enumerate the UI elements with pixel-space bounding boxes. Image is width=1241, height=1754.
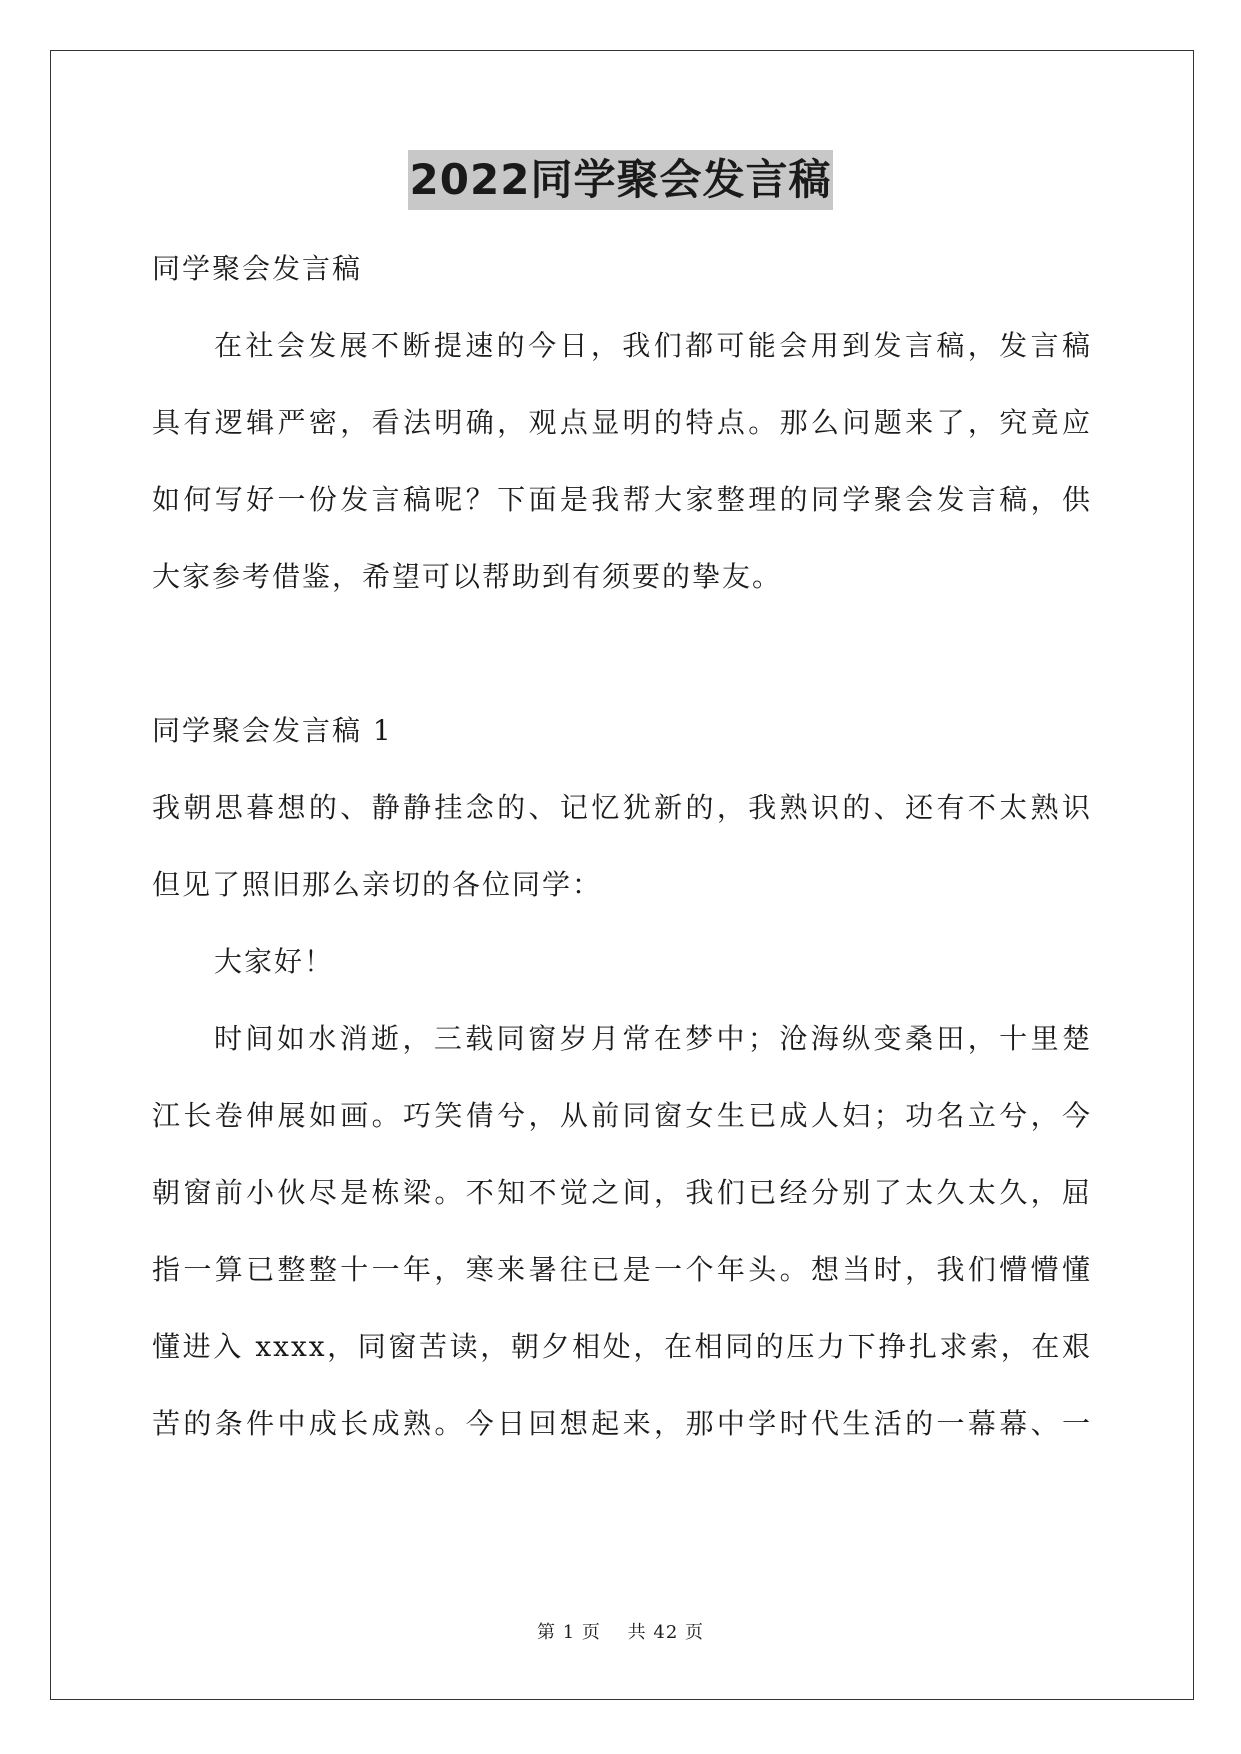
page-number: 第 1 页 bbox=[537, 1622, 601, 1643]
text-line: 我朝思暮想的、静静挂念的、记忆犹新的，我熟识的、还有不太熟识 bbox=[152, 791, 1092, 824]
text-line: 如何写好一份发言稿呢？下面是我帮大家整理的同学聚会发言稿，供 bbox=[152, 483, 1092, 516]
text-line: 同学聚会发言稿 bbox=[152, 252, 363, 285]
title-container bbox=[0, 150, 1241, 210]
text-line: 同学聚会发言稿 1 bbox=[152, 714, 393, 747]
text-line: 但见了照旧那么亲切的各位同学： bbox=[152, 868, 603, 901]
text-line: 懂进入 xxxx，同窗苦读，朝夕相处，在相同的压力下挣扎求索，在艰 bbox=[152, 1330, 1092, 1363]
text-line: 具有逻辑严密，看法明确，观点显明的特点。那么问题来了，究竟应 bbox=[152, 406, 1092, 439]
text-line: 大家好！ bbox=[214, 945, 335, 978]
page-total: 共 42 页 bbox=[627, 1622, 704, 1643]
text-line: 大家参考借鉴，希望可以帮助到有须要的挚友。 bbox=[152, 560, 783, 593]
document-body bbox=[152, 230, 1092, 1462]
text-line: 在社会发展不断提速的今日，我们都可能会用到发言稿，发言稿 bbox=[214, 329, 1092, 362]
document-title: 2022同学聚会发言稿 bbox=[408, 150, 834, 210]
text-line: 朝窗前小伙尽是栋梁。不知不觉之间，我们已经分别了太久太久，屈 bbox=[152, 1176, 1092, 1209]
text-line: 苦的条件中成长成熟。今日回想起来，那中学时代生活的一幕幕、一 bbox=[152, 1407, 1092, 1440]
text-line: 时间如水消逝，三载同窗岁月常在梦中；沧海纵变桑田，十里楚 bbox=[214, 1022, 1092, 1055]
text-line: 江长卷伸展如画。巧笑倩兮，从前同窗女生已成人妇；功名立兮，今 bbox=[152, 1099, 1092, 1132]
paragraph-gap bbox=[152, 615, 1092, 692]
page-footer bbox=[0, 1618, 1241, 1644]
text-line: 指一算已整整十一年，寒来暑往已是一个年头。想当时，我们懵懵懂 bbox=[152, 1253, 1092, 1286]
